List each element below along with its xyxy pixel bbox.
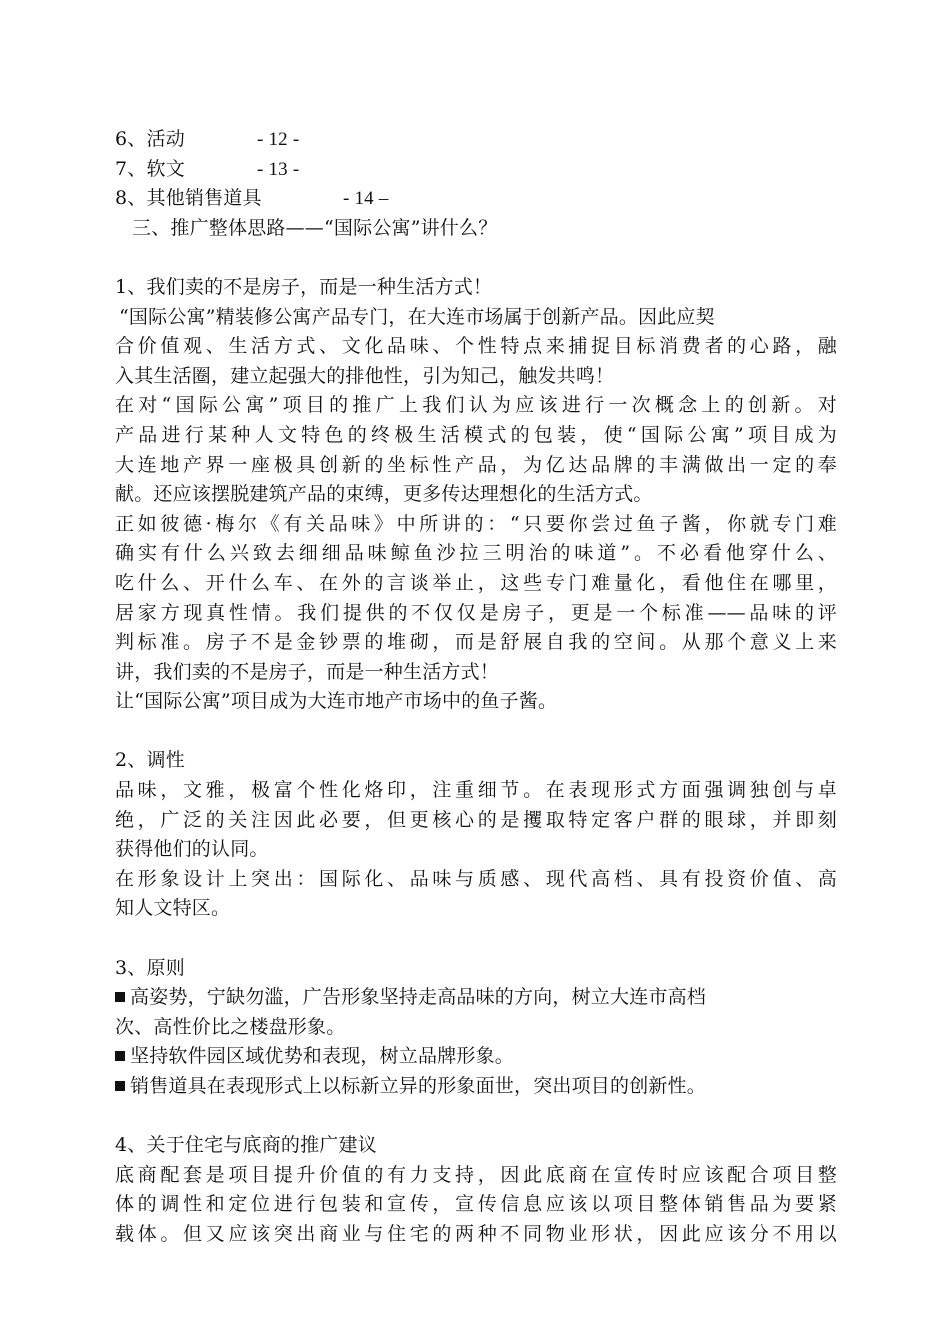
toc-label: 8、其他销售道具 (115, 187, 262, 210)
toc-page-number: - 12 - (257, 129, 300, 150)
section-1-heading: 1、我们卖的不是房子，而是一种生活方式！ (115, 275, 493, 298)
bullet-square-icon (115, 1081, 125, 1091)
paragraph-line: 吃什么、开什么车、在外的言谈举止，这些专门难量化，看他住在哪里， (115, 571, 837, 594)
section-4-heading: 4、关于住宅与底商的推广建议 (115, 1134, 377, 1157)
toc-row (115, 125, 837, 155)
paragraph-line: 讲，我们卖的不是房子，而是一种生活方式！ (115, 660, 500, 683)
document-page (115, 125, 837, 1250)
paragraph-line: 让“国际公寓”项目成为大连市地产市场中的鱼子酱。 (115, 690, 558, 713)
paragraph-line: 次、高性价比之楼盘形象。 (115, 1015, 346, 1038)
bullet-text: 高姿势，宁缺勿滥，广告形象坚持走高品味的方向，树立大连市高档 (130, 986, 707, 1009)
paragraph-line: 在对“国际公寓”项目的推广上我们认为应该进行一次概念上的创新。对 (115, 394, 837, 417)
paragraph-line: “国际公寓”精装修公寓产品专门，在大连市场属于创新产品。因此应契 (119, 305, 715, 328)
bullet-item (115, 1072, 837, 1102)
paragraph-line: 确实有什么兴致去细细品味鲸鱼沙拉三明治的味道”。不必看他穿什么、 (115, 542, 837, 565)
toc-label: 7、软文 (115, 157, 185, 180)
bullet-item (115, 983, 837, 1013)
paragraph-line: 献。还应该摆脱建筑产品的束缚，更多传达理想化的生活方式。 (115, 483, 653, 506)
bullet-text: 销售道具在表现形式上以标新立异的形象面世，突出项目的创新性。 (130, 1075, 707, 1097)
section-title: 三、推广整体思路——“国际公寓”讲什么？ (132, 216, 498, 239)
paragraph-line: 载体。但又应该突出商业与住宅的两种不同物业形状，因此应该分不用以 (115, 1222, 837, 1245)
spacer (115, 243, 837, 273)
bullet-square-icon (115, 992, 125, 1002)
paragraph-line: 产品进行某种人文特色的终极生活模式的包装，使“国际公寓”项目成为 (115, 423, 837, 446)
paragraph-line: 品味，文雅，极富个性化烙印，注重细节。在表现形式方面强调独创与卓 (115, 779, 837, 802)
bullet-item (115, 1042, 837, 1072)
paragraph-line: 在形象设计上突出：国际化、品味与质感、现代高档、具有投资价值、高 (115, 867, 837, 890)
paragraph-line: 知人文特区。 (115, 897, 231, 920)
toc-row (115, 155, 837, 185)
spacer (115, 1102, 837, 1132)
paragraph-line: 绝，广泛的关注因此必要，但更核心的是攫取特定客户群的眼球，并即刻 (115, 808, 837, 831)
paragraph-line: 判标准。房子不是金钞票的堆砌，而是舒展自我的空间。从那个意义上来 (115, 631, 837, 654)
paragraph-line: 居家方现真性情。我们提供的不仅仅是房子，更是一个标准——品味的评 (115, 601, 837, 624)
paragraph-line: 入其生活圈，建立起强大的排他性，引为知己，触发共鸣！ (115, 364, 615, 387)
toc-page-number: - 13 - (257, 158, 300, 180)
spacer (115, 924, 837, 954)
paragraph-line: 合价值观、生活方式、文化品味、个性特点来捕捉目标消费者的心路，融 (115, 335, 837, 358)
toc-row (115, 184, 837, 214)
paragraph-line: 体的调性和定位进行包装和宣传，宣传信息应该以项目整体销售品为要紧 (115, 1193, 837, 1216)
section-3-heading: 3、原则 (115, 956, 185, 979)
paragraph-line: 大连地产界一座极具创新的坐标性产品，为亿达品牌的丰满做出一定的奉 (115, 453, 837, 476)
toc-page-number: - 14 – (343, 188, 389, 210)
section-2-heading: 2、调性 (115, 749, 185, 772)
toc-label: 6、活动 (115, 128, 185, 150)
paragraph-line: 获得他们的认同。 (115, 838, 269, 861)
paragraph-line: 底商配套是项目提升价值的有力支持，因此底商在宣传时应该配合项目整 (115, 1163, 837, 1186)
bullet-square-icon (115, 1051, 125, 1061)
paragraph-line: 正如彼德·梅尔《有关品味》中所讲的：“只要你尝过鱼子酱，你就专门难 (115, 512, 837, 535)
spacer (115, 717, 837, 747)
bullet-text: 坚持软件园区域优势和表现，树立品牌形象。 (130, 1045, 515, 1068)
